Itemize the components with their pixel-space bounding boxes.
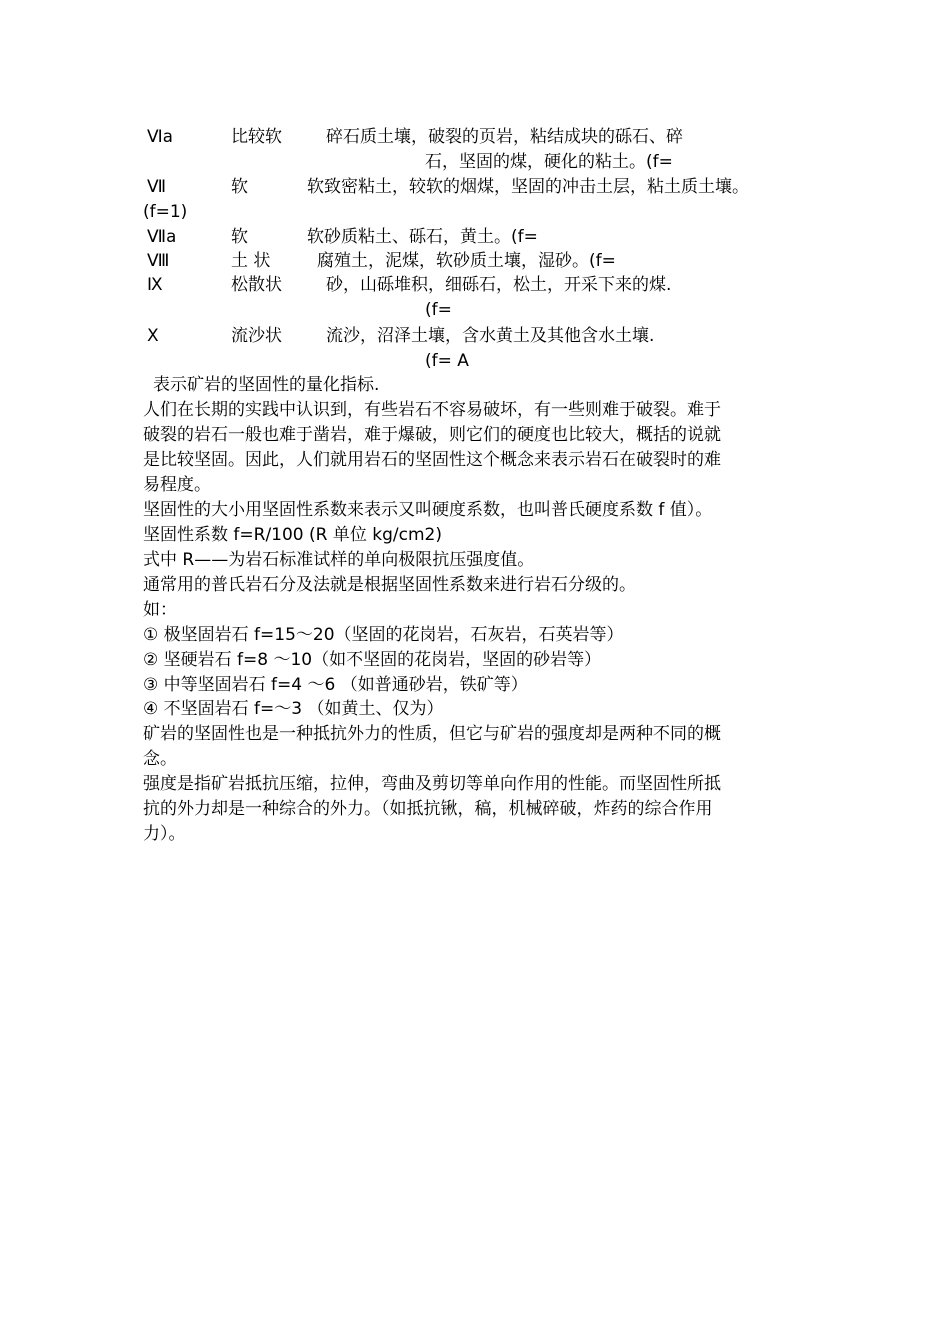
paragraph-line: 抗的外力却是一种综合的外力。（如抵抗锹，稿，机械碎破，炸药的综合作用 — [143, 799, 713, 819]
table-row-hardness: 流沙状 — [231, 326, 282, 346]
list-item: ② 坚硬岩石 f=8 ～10（如不坚固的花岗岩，坚固的砂岩等） — [143, 650, 602, 670]
table-row-description-continued: 石，坚固的煤，硬化的粘土。(f= — [425, 152, 673, 172]
table-row-hardness: 软 — [231, 177, 248, 197]
table-row-grade: Ⅶ — [147, 177, 167, 197]
table-row-hardness: 软 — [231, 227, 248, 247]
table-row-description: 流沙，沼泽土壤，含水黄土及其他含水土壤. — [326, 326, 655, 346]
formula-line: 坚固性系数 f=R/100 (R 单位 kg/cm2) — [143, 525, 442, 545]
table-row-grade: Ⅶa — [147, 227, 177, 247]
paragraph-line: 力）。 — [143, 824, 186, 844]
table-row-hardness: 土 状 — [231, 251, 271, 271]
table-row-description: 碎石质土壤，破裂的页岩，粘结成块的砾石、碎 — [326, 127, 683, 147]
table-row-grade: Ⅷ — [147, 251, 170, 271]
paragraph-line: 通常用的普氏岩石分及法就是根据坚固性系数来进行岩石分级的。 — [143, 575, 636, 595]
table-row-description-continued: (f=1) — [143, 202, 188, 222]
table-row-description: 软砂质粘土、砾石，黄土。(f= — [307, 227, 538, 247]
paragraph-line: 坚固性的大小用坚固性系数来表示又叫硬度系数，也叫普氏硬度系数 f 值）。 — [143, 500, 713, 520]
table-row-description: 砂，山砾堆积，细砾石，松土，开采下来的煤. — [326, 275, 672, 295]
paragraph-line: 念。 — [143, 749, 177, 769]
list-item: ③ 中等坚固岩石 f=4 ～6 （如普通砂岩，铁矿等） — [143, 675, 528, 695]
paragraph-line: 如： — [143, 600, 177, 620]
list-item: ① 极坚固岩石 f=15～20（坚固的花岗岩，石灰岩，石英岩等） — [143, 625, 624, 645]
table-row-description-continued: (f= A — [425, 351, 469, 371]
paragraph-line: 强度是指矿岩抵抗压缩，拉伸，弯曲及剪切等单向作用的性能。而坚固性所抵 — [143, 774, 721, 794]
table-row-grade: Ⅵa — [147, 127, 173, 147]
paragraph-line: 易程度。 — [143, 475, 211, 495]
table-row-grade: Ⅹ — [147, 326, 159, 346]
table-row-description-continued: (f= — [425, 300, 452, 320]
paragraph-line: 式中 R——为岩石标准试样的单向极限抗压强度值。 — [143, 550, 535, 570]
table-row-description: 腐殖土，泥煤，软砂质土壤，湿砂。(f= — [317, 251, 616, 271]
paragraph-line: 矿岩的坚固性也是一种抵抗外力的性质，但它与矿岩的强度却是两种不同的概 — [143, 724, 721, 744]
table-row-hardness: 松散状 — [231, 275, 282, 295]
list-item: ④ 不坚固岩石 f=～3 （如黄土、仅为） — [143, 699, 444, 719]
table-row-hardness: 比较软 — [231, 127, 282, 147]
table-row-description: 软致密粘土，较软的烟煤，坚固的冲击土层，粘土质土壤。 — [307, 177, 749, 197]
table-row-grade: Ⅸ — [147, 275, 163, 295]
section-heading: 表示矿岩的坚固性的量化指标. — [153, 375, 380, 395]
paragraph-line: 是比较坚固。因此，人们就用岩石的坚固性这个概念来表示岩石在破裂时的难 — [143, 450, 721, 470]
paragraph-line: 破裂的岩石一般也难于凿岩，难于爆破，则它们的硬度也比较大，概括的说就 — [143, 425, 721, 445]
paragraph-line: 人们在长期的实践中认识到，有些岩石不容易破坏，有一些则难于破裂。难于 — [143, 400, 721, 420]
